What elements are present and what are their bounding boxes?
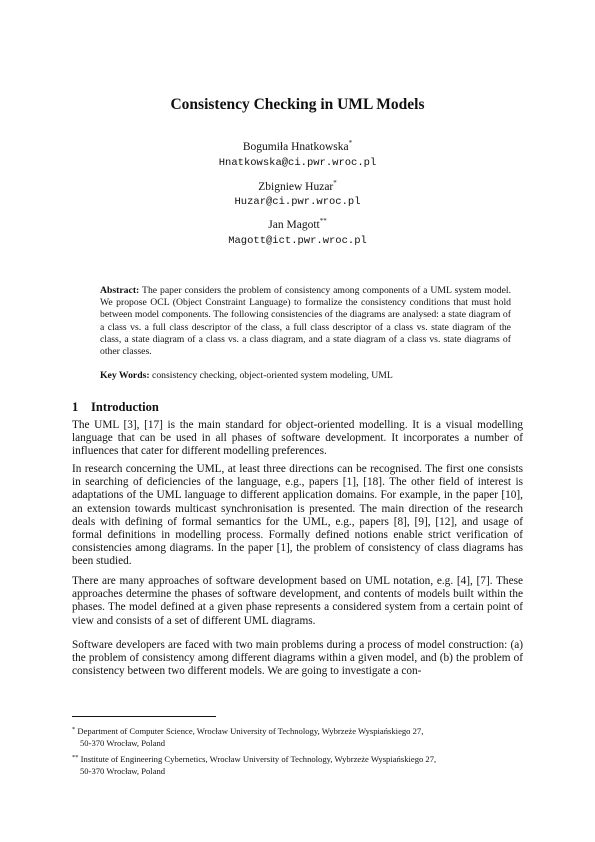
footnote-mark: * xyxy=(72,726,76,733)
section-heading xyxy=(72,400,159,415)
section-title: Introduction xyxy=(91,400,159,414)
footnote-text-line2: 50-370 Wrocław, Poland xyxy=(80,765,166,776)
abstract-label: Abstract: xyxy=(100,285,140,296)
footnote-1 xyxy=(72,724,523,749)
section-number: 1 xyxy=(72,400,79,414)
author-1-name xyxy=(0,139,595,153)
author-name: Jan Magott xyxy=(268,219,320,231)
body-paragraph-1: The UML [3], [17] is the main standard for object-oriented modelling. It is a visual modelling language that can be used in all phases of software development. It incorporates a number of influences that cater for different modelling preferences. xyxy=(72,419,523,458)
keywords-text: consistency checking, object-oriented system modeling, UML xyxy=(152,370,393,381)
abstract xyxy=(100,285,511,358)
author-name: Bogumiła Hnatkowska xyxy=(242,141,349,153)
footnote-2 xyxy=(72,752,523,777)
author-name: Zbigniew Huzar xyxy=(258,181,334,193)
body-paragraph-3: There are many approaches of software development based on UML notation, e.g. [4], [7]. These approaches determine the phases of software development, and contents of models built within the phases. The model defined at a given phase represents a considered system from a certain point of view and consists of a set of different UML diagrams. xyxy=(72,575,523,627)
footnote-rule xyxy=(72,716,216,717)
footnote-text-line2: 50-370 Wrocław, Poland xyxy=(80,737,166,748)
author-3-name xyxy=(0,217,595,231)
body-paragraph-4: Software developers are faced with two main problems during a process of model construction: (a) the problem of consistency among different diagrams within a given model, and (b) the problem of consistency between two different models. We are going to investigate a con- xyxy=(72,639,523,678)
paper-title: Consistency Checking in UML Models xyxy=(170,96,425,113)
author-3-email: Magott@ict.pwr.wroc.pl xyxy=(228,235,367,247)
footnote-text: Department of Computer Science, Wrocław University of Technology, Wybrzeże Wyspiańskiego 27, xyxy=(77,726,424,736)
keywords xyxy=(100,370,511,382)
author-affiliation-mark: ** xyxy=(319,217,327,225)
author-1-email: Hnatkowska@ci.pwr.wroc.pl xyxy=(218,157,377,169)
abstract-text: The paper considers the problem of consistency among components of a UML system model. We propose OCL (Object Constraint Language) to formalize the consistency conditions that must hold between model components. The following consistencies of the diagrams are analysed: a state diagram of a class vs. a full class descriptor of the class, a full class descriptor of a class vs. state diagram of the class, a state diagram of a class vs. a class diagram, and a state diagram of a class vs. state diagrams of other classes. xyxy=(100,285,511,358)
author-2-name xyxy=(0,179,595,193)
keywords-label: Key Words: xyxy=(100,370,150,381)
footnote-text: Institute of Engineering Cybernetics, Wrocław University of Technology, Wybrzeże Wyspiańskiego 27, xyxy=(80,754,437,764)
author-affiliation-mark: * xyxy=(348,139,353,147)
author-affiliation-mark: * xyxy=(333,179,337,187)
footnote-mark: ** xyxy=(72,754,79,761)
author-2-email: Huzar@ci.pwr.wroc.pl xyxy=(234,196,361,208)
body-paragraph-2: In research concerning the UML, at least three directions can be recognised. The first one consists in searching of deficiencies of the language, e.g., papers [1], [18]. The other field of interest is adaptations of the UML language to different application domains. For example, in the paper [10], an extension towards multicast synchronisation is presented. The main direction of the research deals with defining of formal semantics for the UML, e.g., papers [8], [9], [12], and usage of formal definitions in modelling process. Formally defined notions enable strict verification of consistencies among diagrams. In the paper [1], the problem of consistency of class diagrams has been studied. xyxy=(72,463,523,568)
